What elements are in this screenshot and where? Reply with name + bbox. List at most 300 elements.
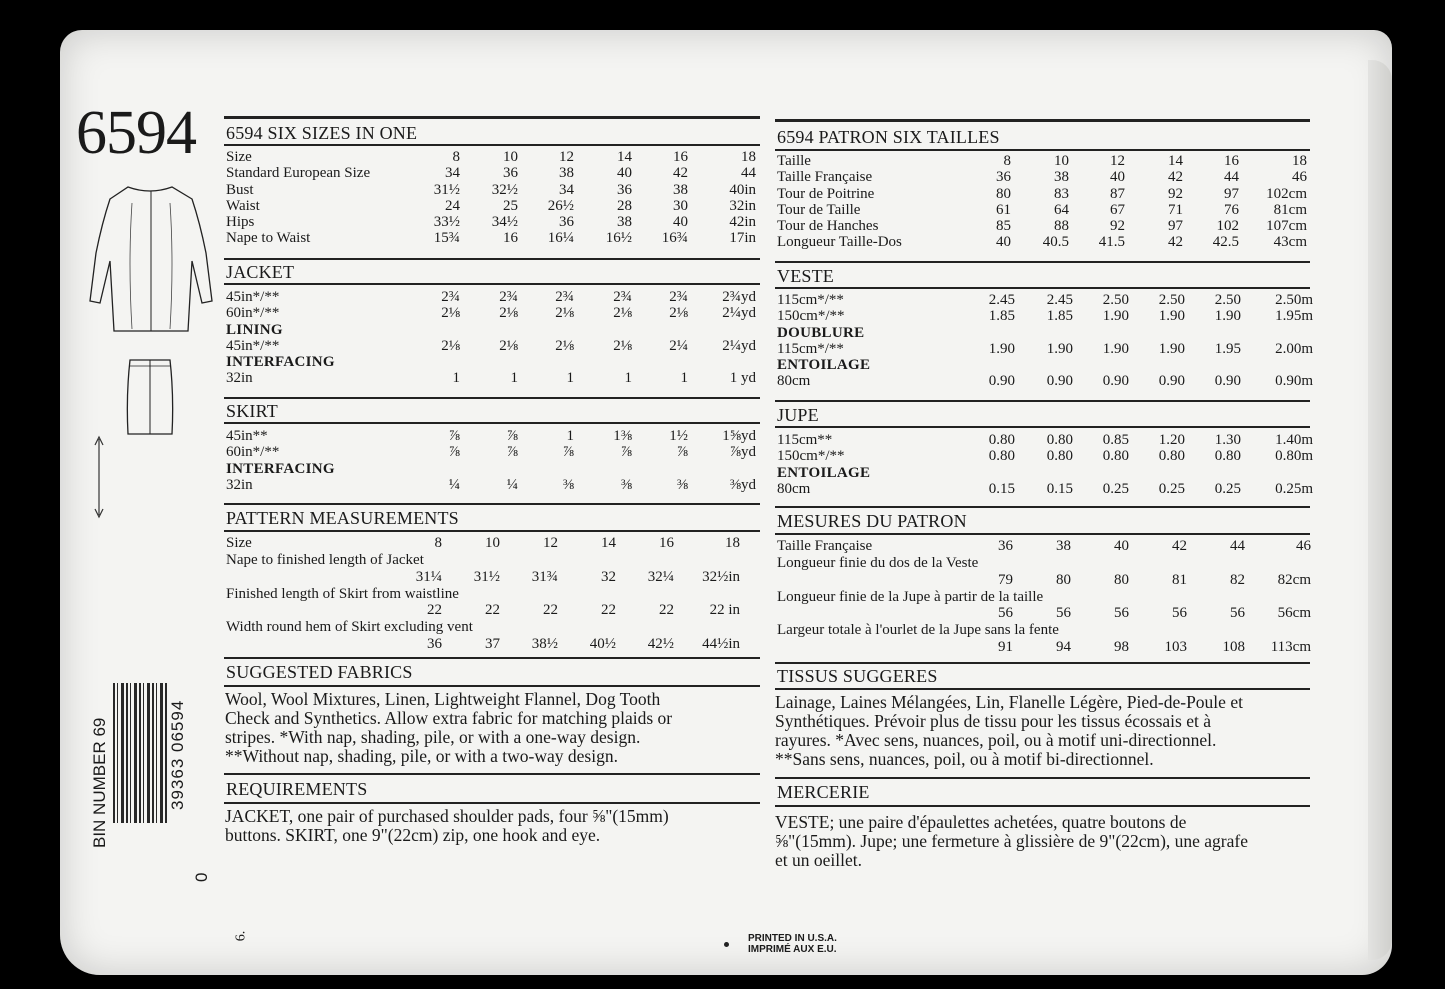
cell-value: 80 [1114, 571, 1129, 588]
cell-value: 103 [1164, 638, 1187, 655]
cell-value: 0.80 [988, 432, 1015, 448]
cell-value: 79 [998, 571, 1013, 588]
cell-value: 14 [617, 149, 632, 165]
cell-value: 102 [1216, 218, 1239, 235]
fr-measure-top-rule [775, 506, 1310, 508]
cell-value: ⅞ [448, 444, 460, 461]
row-label: Bust [226, 181, 254, 198]
fr-measure-rule [775, 533, 1310, 535]
cell-value: 1½ [669, 428, 688, 444]
row-subheading: ENTOILAGE [777, 464, 871, 481]
table-row [226, 535, 740, 551]
printed-in-usa: PRINTED IN U.S.A. IMPRIMÉ AUX E.U. [748, 933, 837, 955]
empty-cell [973, 465, 1015, 481]
cell-value: 43cm [1273, 234, 1307, 251]
cell-value: 88 [1054, 218, 1069, 235]
cell-value: 8 [452, 149, 460, 165]
measurement-label-row [226, 551, 740, 568]
empty-cell [226, 602, 394, 618]
cell-value: 38 [673, 181, 688, 198]
empty-cell [422, 354, 460, 370]
en-sizes-table [226, 149, 756, 247]
fr-sizes-table [777, 153, 1307, 251]
table-row [777, 538, 1311, 554]
cell-value: 2⅛ [555, 337, 574, 354]
cell-value: 2.45 [1046, 292, 1073, 308]
cell-value: 1⅝yd [722, 428, 756, 444]
cell-value: 32in [729, 197, 756, 214]
empty-cell [973, 357, 1015, 373]
cell-value: 108 [1222, 638, 1245, 655]
cell-value: 2¾ [613, 289, 632, 305]
empty-cell [1241, 325, 1313, 341]
en-fabrics-rule [224, 685, 760, 687]
en-jacket-table [226, 289, 756, 387]
empty-cell [688, 322, 756, 338]
cell-value: 97 [1224, 185, 1239, 202]
cell-value: 32½ [491, 181, 518, 198]
cell-value: 40 [673, 214, 688, 231]
cell-value: 1.85 [1046, 308, 1073, 325]
row-label: 60in*/** [226, 305, 280, 322]
fr-requirements-text: VESTE; une paire d'épaulettes achetées, quatre boutons de ⅝"(15mm). Jupe; une fermeture à glissière de 9"(22cm), une agrafe et un oeillet. [775, 812, 1248, 870]
cell-value: 32¼ [647, 568, 674, 585]
en-requirements-title: REQUIREMENTS [226, 779, 368, 799]
cell-value: 94 [1056, 638, 1071, 655]
row-subheading: DOUBLURE [777, 324, 865, 341]
table-row [226, 230, 756, 246]
cell-value: 2⅛ [669, 305, 688, 322]
fr-requirements-title: MERCERIE [777, 782, 870, 802]
cell-value: 1 [452, 370, 460, 387]
cell-value: 24 [445, 197, 460, 214]
empty-cell [1129, 357, 1185, 373]
cell-value: 40.5 [1042, 234, 1069, 251]
cell-value: 0.90 [1214, 373, 1241, 390]
empty-cell [1073, 325, 1129, 341]
cell-value: 2.45 [988, 292, 1015, 308]
cell-value: 56 [1230, 605, 1245, 622]
cell-value: 22 [543, 602, 558, 619]
en-fabrics-top-rule [224, 657, 760, 659]
size-label: Size [226, 535, 252, 551]
bullet-icon [724, 942, 729, 947]
cell-value: 2¾ [441, 289, 460, 305]
cell-value: 38½ [531, 635, 558, 652]
cell-value: 1 [624, 370, 632, 387]
row-subheading: INTERFACING [226, 354, 335, 371]
cell-value: 1.90 [1214, 308, 1241, 325]
en-skirt-table [226, 428, 756, 493]
cell-value: 113cm [1270, 638, 1311, 655]
cell-value: 2¾yd [722, 289, 756, 305]
cell-value: 98 [1114, 638, 1129, 655]
fr-fabrics-rule [775, 688, 1310, 690]
row-label: 80cm [777, 373, 811, 390]
measurement-label-row [226, 618, 740, 635]
empty-cell [632, 322, 688, 338]
cell-value: 18 [1292, 153, 1307, 169]
cell-value: 56 [998, 605, 1013, 622]
row-label: Longueur Taille-Dos [777, 234, 902, 251]
cell-value: 40 [996, 234, 1011, 251]
table-row [777, 218, 1307, 234]
size-value: 42 [1172, 538, 1187, 554]
fr-veste-rule [775, 287, 1310, 289]
cell-value: 0.80 [988, 448, 1015, 465]
cell-value: 1.85 [988, 308, 1015, 325]
cell-value: 31¼ [415, 568, 442, 585]
cell-value: 16 [503, 230, 518, 247]
en-req-rule [224, 802, 760, 804]
cell-value: ⅜yd [729, 476, 756, 493]
cell-value: 42 [1168, 234, 1183, 251]
cell-value: 38 [617, 214, 632, 231]
fr-measurements-table [777, 538, 1311, 655]
cell-value: 2¼yd [722, 305, 756, 322]
cell-value: 22 [659, 602, 674, 619]
cell-value: 92 [1168, 185, 1183, 202]
cell-value: 8 [1003, 153, 1011, 169]
pattern-number: 6594 [76, 99, 196, 167]
empty-cell [1185, 465, 1241, 481]
row-label: 150cm*/** [777, 448, 845, 465]
fr-veste-table [777, 292, 1313, 390]
cell-value: ⅞ [620, 444, 632, 461]
cell-value: 2.00m [1275, 340, 1313, 357]
table-row [226, 354, 756, 370]
empty-cell [1073, 357, 1129, 373]
table-row [777, 169, 1307, 185]
cell-value: ⅜ [676, 476, 688, 493]
empty-cell [1129, 325, 1185, 341]
size-value: 46 [1296, 538, 1311, 554]
empty-cell [422, 322, 460, 338]
cell-value: ⅞ [506, 428, 518, 444]
table-row [777, 325, 1313, 341]
empty-cell [1241, 465, 1313, 481]
row-label: 150cm*/** [777, 308, 845, 325]
row-label: Standard European Size [226, 165, 371, 182]
cell-value: 97 [1168, 218, 1183, 235]
row-label: 60in*/** [226, 444, 280, 461]
row-label: 115cm*/** [777, 340, 844, 357]
cell-value: 83 [1054, 185, 1069, 202]
cell-value: 2.50m [1275, 292, 1313, 308]
cell-value: 42 [673, 165, 688, 182]
table-row [777, 234, 1307, 250]
empty-cell [777, 605, 977, 621]
size-value: 10 [485, 535, 500, 551]
en-jacket-rule [224, 283, 760, 285]
cell-value: 1.90 [1102, 340, 1129, 357]
empty-cell [226, 569, 394, 585]
cell-value: 31½ [473, 568, 500, 585]
table-row [226, 477, 756, 493]
empty-cell [1015, 465, 1073, 481]
cell-value: ⅜ [562, 476, 574, 493]
jacket-back-sketch [88, 183, 214, 338]
fr-jupe-title: JUPE [777, 405, 819, 425]
cell-value: 0.90m [1275, 373, 1313, 390]
cell-value: 91 [998, 638, 1013, 655]
empty-cell [1185, 357, 1241, 373]
cell-value: 16 [673, 149, 688, 165]
cell-value: 16½ [605, 230, 632, 247]
cell-value: 0.25 [1102, 480, 1129, 497]
row-label: Tour de Taille [777, 201, 861, 218]
cell-value: 0.90 [1102, 373, 1129, 390]
size-value: 16 [659, 535, 674, 551]
cell-value: 1 [566, 428, 574, 444]
bin-number-label: BIN NUMBER 69 [90, 717, 109, 848]
empty-cell [1129, 465, 1185, 481]
cell-value: 81 [1172, 571, 1187, 588]
cell-value: 42in [729, 214, 756, 231]
cell-value: 81cm [1273, 201, 1307, 218]
en-skirt-title: SKIRT [226, 401, 278, 421]
row-label: 32in [226, 476, 253, 493]
cell-value: 80 [996, 185, 1011, 202]
empty-cell [973, 325, 1015, 341]
row-subheading: LINING [226, 321, 283, 338]
cell-value: 12 [559, 149, 574, 165]
table-row [226, 305, 756, 321]
empty-cell [777, 572, 977, 588]
cell-value: 1.40m [1275, 432, 1313, 448]
cell-value: 2⅛ [441, 305, 460, 322]
table-row [777, 202, 1307, 218]
fr-jupe-table [777, 432, 1313, 497]
table-row [226, 198, 756, 214]
cell-value: 1.20 [1158, 432, 1185, 448]
cell-value: 33½ [433, 214, 460, 231]
cell-value: 56 [1172, 605, 1187, 622]
cell-value: 1.30 [1214, 432, 1241, 448]
cell-value: 32 [601, 568, 616, 585]
row-label: Nape to Waist [226, 230, 311, 247]
empty-cell [574, 461, 632, 477]
row-label: 45in*/** [226, 289, 280, 305]
table-row [777, 432, 1313, 448]
cell-value: ⅜ [620, 476, 632, 493]
cell-value: 0.90 [1046, 373, 1073, 390]
cell-value: 34 [559, 181, 574, 198]
cell-value: ⅞ [562, 444, 574, 461]
cell-value: 2⅛ [613, 337, 632, 354]
cell-value: 2¼yd [722, 337, 756, 354]
cell-value: ⅞yd [729, 444, 756, 461]
cell-value: 71 [1168, 201, 1183, 218]
table-row [226, 569, 740, 585]
empty-cell [460, 461, 518, 477]
en-fabrics-text: Wool, Wool Mixtures, Linen, Lightweight Flannel, Dog Tooth Check and Synthetics. Allow extra fabric for matching plaids or stripes. *With nap, shading, pile, or with a one-way design. **Without nap, shading, pile, or with a two-way design. [225, 689, 673, 766]
table-row [226, 182, 756, 198]
en-skirt-top-rule [224, 397, 760, 399]
cell-value: 76 [1224, 201, 1239, 218]
cell-value: 31½ [433, 181, 460, 198]
cell-value: 25 [503, 197, 518, 214]
table-row [777, 481, 1313, 497]
size-value: 18 [725, 535, 740, 551]
cell-value: 28 [617, 197, 632, 214]
cell-value: 34 [445, 165, 460, 182]
fr-jupe-top-rule [775, 400, 1310, 402]
cell-value: ⅞ [676, 444, 688, 461]
cell-value: 22 [427, 602, 442, 619]
row-label: 80cm [777, 480, 811, 497]
row-subheading: ENTOILAGE [777, 357, 871, 374]
cell-value: 41.5 [1098, 234, 1125, 251]
fr-jupe-rule [775, 426, 1310, 428]
row-label: Size [226, 149, 252, 165]
cell-value: 56 [1056, 605, 1071, 622]
empty-cell [1015, 357, 1073, 373]
cell-value: 107cm [1266, 218, 1307, 235]
row-label: Tour de Hanches [777, 218, 879, 235]
measurement-label: Finished length of Skirt from waistline [226, 585, 459, 602]
fr-fabrics-top-rule [775, 662, 1310, 664]
cell-value: 36 [617, 181, 632, 198]
measurement-label-row [777, 554, 1311, 571]
cell-value: 0.15 [1046, 480, 1073, 497]
cell-value: 42 [1168, 169, 1183, 186]
cell-value: 31¾ [531, 568, 558, 585]
cell-value: 17in [729, 230, 756, 247]
cell-value: 64 [1054, 201, 1069, 218]
size-value: 38 [1056, 538, 1071, 554]
grainline-arrow-icon [93, 435, 105, 520]
cell-value: 22 in [709, 602, 740, 619]
cell-value: 0.85 [1102, 432, 1129, 448]
cell-value: 80 [1056, 571, 1071, 588]
cell-value: 1.90 [1158, 308, 1185, 325]
table-row [226, 636, 740, 652]
cell-value: 44 [1224, 169, 1239, 186]
table-row [777, 186, 1307, 202]
cell-value: 0.80 [1046, 448, 1073, 465]
cell-value: 2⅛ [555, 305, 574, 322]
empty-cell [460, 354, 518, 370]
row-label: Waist [226, 197, 260, 214]
empty-cell [688, 354, 756, 370]
row-label: 45in*/** [226, 337, 280, 354]
cell-value: 2⅛ [613, 305, 632, 322]
cell-value: 36 [427, 635, 442, 652]
cell-value: 2⅛ [441, 337, 460, 354]
table-row [777, 357, 1313, 373]
size-value: 44 [1230, 538, 1245, 554]
cell-value: ¼ [448, 476, 460, 493]
row-label: 115cm*/** [777, 292, 844, 308]
barcode-leading-digit: 0 [192, 872, 211, 882]
en-measurements-title: PATTERN MEASUREMENTS [226, 508, 459, 528]
cell-value: 42½ [647, 635, 674, 652]
cell-value: 2⅛ [499, 305, 518, 322]
cell-value: 2.50 [1102, 292, 1129, 308]
cell-value: 12 [1110, 153, 1125, 169]
row-label: 45in** [226, 428, 268, 444]
table-row [777, 572, 1311, 588]
en-skirt-rule [224, 422, 760, 424]
cell-value: 36 [559, 214, 574, 231]
cell-value: 2.50 [1158, 292, 1185, 308]
empty-cell [777, 639, 977, 655]
table-row [777, 465, 1313, 481]
empty-cell [688, 461, 756, 477]
cell-value: 82cm [1277, 571, 1311, 588]
empty-cell [632, 461, 688, 477]
cell-value: 0.80 [1214, 448, 1241, 465]
size-value: 12 [543, 535, 558, 551]
table-row [226, 444, 756, 460]
cell-value: ¼ [506, 476, 518, 493]
measurement-label: Width round hem of Skirt excluding vent [226, 619, 473, 636]
size-value: 40 [1114, 538, 1129, 554]
cell-value: 42.5 [1212, 234, 1239, 251]
table-row [777, 373, 1313, 389]
empty-cell [226, 636, 394, 652]
cell-value: 56 [1114, 605, 1129, 622]
en-measurements-table [226, 535, 740, 652]
cell-value: 1.95 [1214, 340, 1241, 357]
cell-value: 0.90 [1158, 373, 1185, 390]
cell-value: 10 [1054, 153, 1069, 169]
row-label: 32in [226, 370, 253, 387]
empty-cell [1015, 325, 1073, 341]
cell-value: 0.90 [988, 373, 1015, 390]
en-fabrics-title: SUGGESTED FABRICS [226, 662, 413, 682]
empty-cell [518, 322, 574, 338]
cell-value: 34½ [491, 214, 518, 231]
en-sizes-title: 6594 SIX SIZES IN ONE [226, 123, 418, 143]
cell-value: 40in [729, 181, 756, 198]
cell-value: 36 [996, 169, 1011, 186]
cell-value: 38 [559, 165, 574, 182]
table-row [777, 292, 1313, 308]
cell-value: 0.15 [988, 480, 1015, 497]
row-label: Hips [226, 214, 255, 231]
en-measure-top-rule [224, 503, 760, 505]
cell-value: 1.90 [988, 340, 1015, 357]
cell-value: 2¾ [499, 289, 518, 305]
cell-value: 1.95m [1275, 308, 1313, 325]
cell-value: 14 [1168, 153, 1183, 169]
en-measure-rule [224, 530, 760, 532]
envelope-fold [1368, 60, 1392, 960]
en-top-rule [224, 116, 760, 119]
empty-cell [1241, 357, 1313, 373]
table-row [777, 639, 1311, 655]
cell-value: 2⅛ [499, 337, 518, 354]
table-row [226, 149, 756, 165]
cell-value: 102cm [1266, 185, 1307, 202]
cell-value: 38 [1054, 169, 1069, 186]
barcode [113, 683, 167, 823]
cell-value: 61 [996, 201, 1011, 218]
empty-cell [574, 354, 632, 370]
side-mark: 6. [233, 930, 249, 942]
table-row [777, 308, 1313, 324]
cell-value: 15¾ [433, 230, 460, 247]
cell-value: 36 [503, 165, 518, 182]
cell-value: 46 [1292, 169, 1307, 186]
measurement-label: Largeur totale à l'ourlet de la Jupe sans la fente [777, 622, 1059, 639]
cell-value: 1.90 [1046, 340, 1073, 357]
row-label: Taille Française [777, 169, 873, 186]
row-label: Tour de Poitrine [777, 185, 875, 202]
cell-value: 1.90 [1102, 308, 1129, 325]
